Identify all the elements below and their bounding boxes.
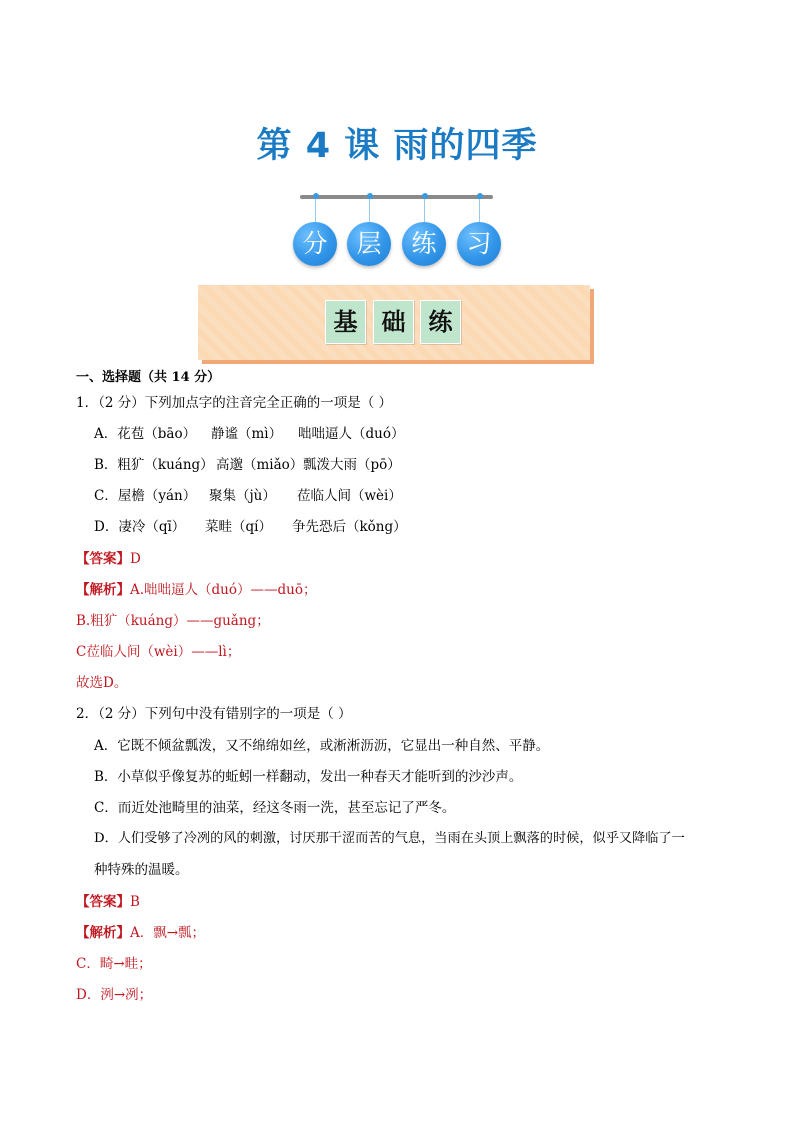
- q1-option-d-part: 争先恐后（kǒng）: [292, 519, 407, 535]
- q1-option-b: [94, 456, 401, 474]
- level-chip-ji: 基: [325, 300, 366, 344]
- analysis-line: A．飘→瓢；: [130, 925, 206, 941]
- level-chip-chu: 础: [373, 300, 414, 344]
- q1-analysis: [76, 581, 316, 599]
- hanging-bar: [300, 195, 493, 199]
- q2-answer: [76, 893, 140, 911]
- q1-answer: [76, 550, 141, 568]
- bubble-xi: 习: [457, 222, 501, 266]
- q1-option-d-part: D．凄冷（qī）: [94, 519, 186, 535]
- string: [369, 199, 370, 223]
- level-chip-lian: 练: [420, 300, 461, 344]
- peg-dot: [422, 193, 428, 199]
- q1-option-a-part: A．花苞（bāo）: [94, 426, 197, 442]
- string: [424, 199, 425, 223]
- analysis-label: 【解析】: [76, 582, 130, 598]
- analysis-line: C．畸→畦；: [76, 956, 152, 972]
- q1-option-a-part: 咄咄逼人（duó）: [298, 426, 405, 442]
- answer-value: B: [130, 894, 140, 910]
- q1-option-a-part: 静谧（mì）: [211, 426, 283, 442]
- q2-analysis: [76, 924, 205, 942]
- analysis-line: 故选D。: [76, 675, 128, 691]
- q1-option-c-part: C．屋檐（yán）: [94, 488, 197, 504]
- bubble-fen: 分: [293, 222, 337, 266]
- q1-option-b-part: B．粗犷（kuáng）: [94, 457, 214, 473]
- q1-option-a: [94, 425, 404, 443]
- question-2-stem: 2．（2 分）下列句中没有错别字的一项是（ ）: [76, 706, 352, 722]
- bubble-ceng: 层: [347, 222, 391, 266]
- q1-option-c-part: 聚集（jù）: [209, 488, 276, 504]
- string: [479, 199, 480, 223]
- analysis-label: 【解析】: [76, 925, 130, 941]
- q1-option-d: [94, 518, 407, 536]
- q2-option-b: B．小草似乎像复苏的蚯蚓一样翻动，发出一种春天才能听到的沙沙声。: [94, 769, 523, 785]
- answer-label: 【答案】: [76, 551, 130, 567]
- answer-value: D: [130, 551, 141, 567]
- question-1-stem: 1．（2 分）下列加点字的注音完全正确的一项是（ ）: [76, 395, 393, 411]
- page-title: 第 4 课 雨的四季: [256, 126, 538, 166]
- q2-option-a: A．它既不倾盆瓢泼，又不绵绵如丝，或淅淅沥沥，它显出一种自然、平静。: [94, 738, 550, 754]
- analysis-line: A.咄咄逼人（duó）——duō；: [130, 582, 317, 598]
- string: [315, 199, 316, 223]
- q1-option-c: [94, 487, 402, 505]
- section-heading: 一、选择题（共 14 分）: [76, 370, 221, 385]
- peg-dot: [477, 193, 483, 199]
- analysis-line: D．洌→冽；: [76, 987, 153, 1003]
- peg-dot: [313, 193, 319, 199]
- q2-option-d-cont: 种特殊的温暖。: [94, 862, 189, 878]
- q1-option-c-part: 莅临人间（wèi）: [297, 488, 402, 504]
- q2-option-d: D．人们受够了冷冽的风的刺激，讨厌那干涩而苦的气息，当雨在头顶上飘落的时候，似乎又降临了一: [94, 831, 685, 846]
- bubble-lian: 练: [402, 222, 446, 266]
- analysis-line: B.粗犷（kuáng）——guǎng；: [76, 613, 270, 629]
- q2-option-c: C．而近处池畸里的油菜，经这冬雨一洗，甚至忘记了严冬。: [94, 800, 456, 816]
- q1-option-b-part: 瓢泼大雨（pō）: [303, 457, 401, 473]
- analysis-line: C莅临人间（wèi）——lì；: [76, 644, 241, 660]
- peg-dot: [367, 193, 373, 199]
- q1-option-b-part: 高邈（miǎo）: [216, 457, 304, 473]
- q1-option-d-part: 菜畦（qí）: [205, 519, 272, 535]
- answer-label: 【答案】: [76, 894, 130, 910]
